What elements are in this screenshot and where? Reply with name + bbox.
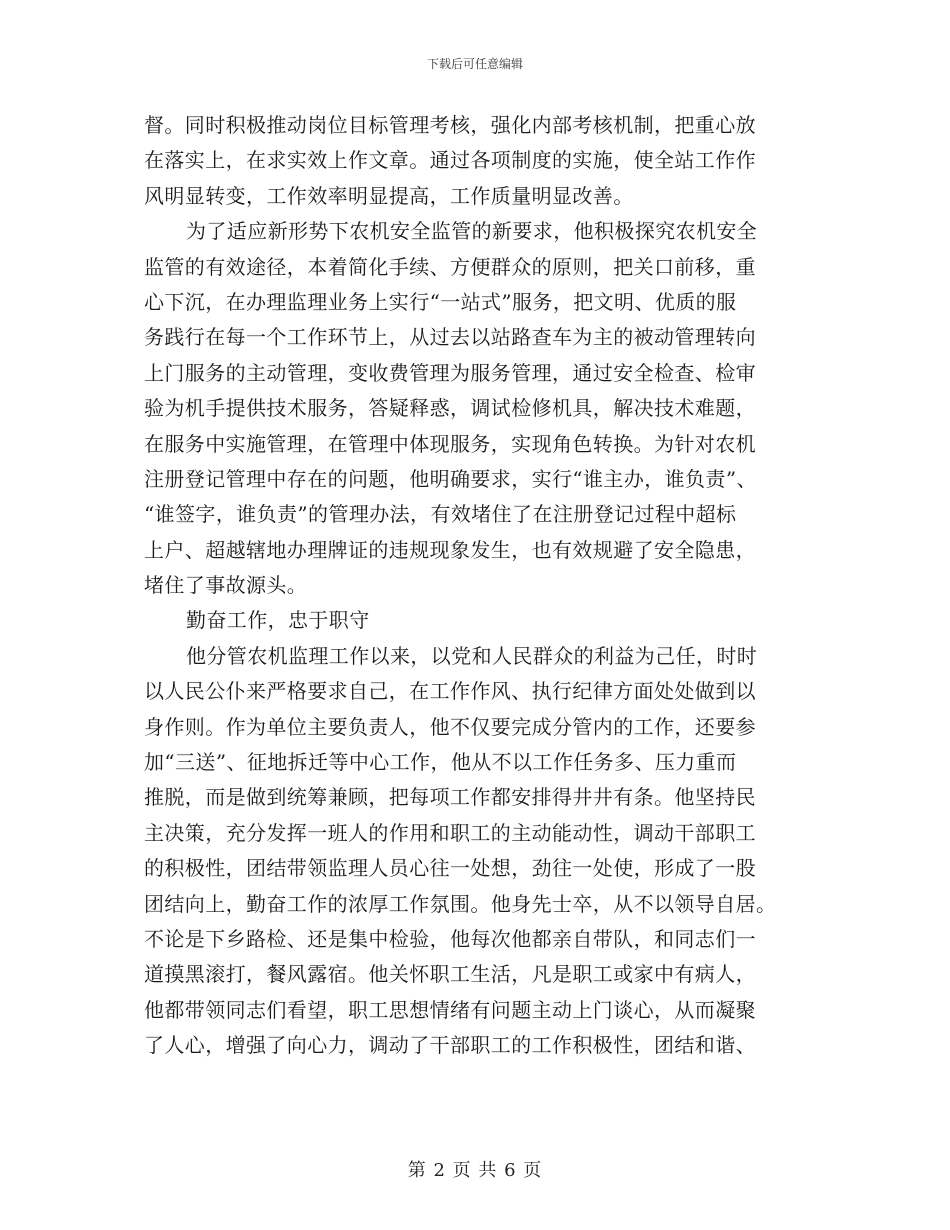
section-heading: 勤奋工作，忠于职守 — [186, 608, 370, 633]
body-line: 风明显转变，工作效率明显提高，工作质量明显改善。 — [144, 183, 634, 208]
body-line: 务践行在每一个工作环节上，从过去以站路查车为主的被动管理转向 — [144, 325, 756, 350]
body-line: 监管的有效途径，本着简化手续、方便群众的原则，把关口前移，重 — [144, 254, 756, 279]
page-header-note: 下载后可任意编辑 — [426, 57, 523, 71]
paragraph-start-line: 为了适应新形势下农机安全监管的新要求，他积极探究农机安全 — [186, 219, 758, 244]
body-line: 不论是下乡路检、还是集中检验，他每次他都亲自带队，和同志们一 — [144, 926, 756, 951]
body-line: 上门服务的主动管理，变收费管理为服务管理，通过安全检查、检审 — [144, 360, 756, 385]
paragraph-start-line: 他分管农机监理工作以来，以党和人民群众的利益为己任，时时 — [186, 643, 758, 668]
document-body — [144, 108, 808, 1064]
body-line: 他都带领同志们看望，职工思想情绪有问题主动上门谈心，从而凝聚 — [144, 997, 756, 1022]
body-line: 了人心，增强了向心力，调动了干部职工的工作积极性，团结和谐、 — [144, 1033, 756, 1058]
body-line: 推脱，而是做到统筹兼顾，把每项工作都安排得井井有条。他坚持民 — [144, 785, 756, 810]
page-number-footer: 第 2 页 共 6 页 — [407, 1160, 543, 1181]
body-line: “谁签字，谁负责”的管理办法，有效堵住了在注册登记过程中超标 — [144, 502, 737, 527]
body-line: 团结向上，勤奋工作的浓厚工作氛围。他身先士卒，从不以领导自居。 — [144, 891, 777, 916]
body-line: 注册登记管理中存在的问题，他明确要求，实行“谁主办，谁负责”、 — [144, 466, 757, 491]
body-line: 在落实上，在求实效上作文章。通过各项制度的实施，使全站工作作 — [144, 148, 756, 173]
body-line: 加“三送”、征地拆迁等中心工作，他从不以工作任务多、压力重而 — [144, 750, 737, 775]
body-line: 督。同时积极推动岗位目标管理考核，强化内部考核机制，把重心放 — [144, 113, 756, 137]
body-line: 在服务中实施管理，在管理中体现服务，实现角色转换。为针对农机 — [144, 431, 756, 456]
body-line: 上户、超越辖地办理牌证的违规现象发生，也有效规避了安全隐患， — [144, 537, 756, 562]
body-line: 堵住了事故源头。 — [144, 573, 308, 598]
body-line: 验为机手提供技术服务，答疑释惑，调试检修机具，解决技术难题， — [144, 396, 756, 421]
body-line: 的积极性，团结带领监理人员心往一处想，劲往一处使，形成了一股 — [144, 856, 756, 881]
body-line: 主决策，充分发挥一班人的作用和职工的主动能动性，调动干部职工 — [144, 820, 756, 845]
body-line: 心下沉，在办理监理业务上实行“一站式”服务，把文明、优质的服 — [144, 289, 737, 314]
body-line: 以人民公仆来严格要求自己，在工作作风、执行纪律方面处处做到以 — [144, 679, 756, 704]
body-line: 道摸黑滚打，餐风露宿。他关怀职工生活，凡是职工或家中有病人， — [144, 962, 756, 987]
body-line: 身作则。作为单位主要负责人，他不仅要完成分管内的工作，还要参 — [144, 714, 756, 739]
